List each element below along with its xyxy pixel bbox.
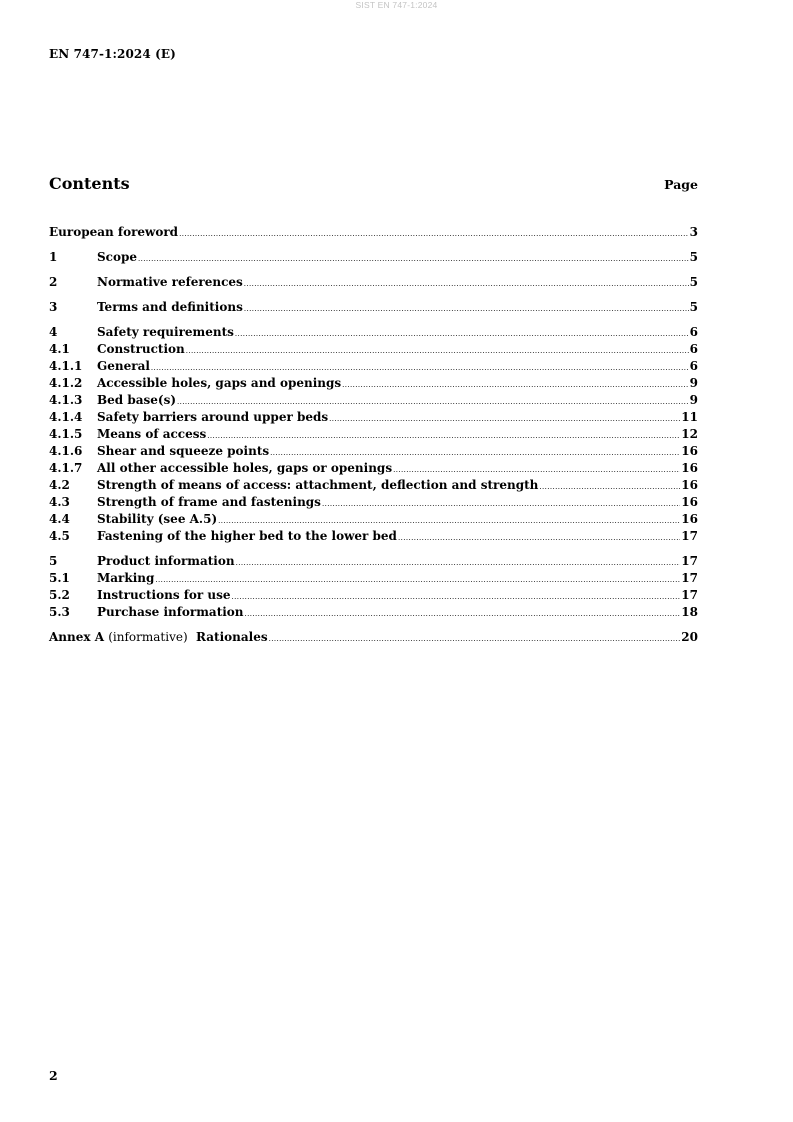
toc-number: 4.5 xyxy=(49,529,70,543)
toc-page: 17 xyxy=(681,554,698,568)
dot-leader xyxy=(236,555,681,572)
toc-number: 4.1.5 xyxy=(49,427,83,441)
toc-page: 18 xyxy=(681,605,698,619)
toc-number: 4.1.2 xyxy=(49,376,83,390)
dot-leader xyxy=(155,572,680,589)
page-number: 2 xyxy=(49,1068,58,1083)
toc-title: Strength of means of access: attachment, deflection and strength xyxy=(97,478,539,492)
toc-title: Normative references xyxy=(97,275,243,289)
toc-entry-normative-references[interactable] xyxy=(49,274,698,291)
toc-page: 17 xyxy=(681,529,698,543)
page-column-label: Page xyxy=(664,177,698,192)
toc-entry-general[interactable] xyxy=(49,358,698,375)
toc-page: 6 xyxy=(689,342,698,356)
toc-title: Scope xyxy=(97,250,138,264)
toc-title xyxy=(49,629,268,646)
toc-entry-fastening-higher-bed[interactable] xyxy=(49,528,698,545)
watermark: SIST EN 747-1:2024 xyxy=(355,0,438,10)
toc-number: 5.3 xyxy=(49,605,70,619)
toc-page: 3 xyxy=(689,225,698,239)
toc-number: 3 xyxy=(49,300,58,314)
toc-page: 16 xyxy=(681,461,698,475)
dot-leader xyxy=(235,326,689,343)
toc-number: 4 xyxy=(49,325,58,339)
toc-entry-other-accessible-holes[interactable] xyxy=(49,460,698,477)
toc-page: 6 xyxy=(689,359,698,373)
toc-page: 20 xyxy=(681,630,698,644)
toc-page: 16 xyxy=(681,495,698,509)
toc-entry-means-of-access[interactable] xyxy=(49,426,698,443)
toc-number: 4.4 xyxy=(49,512,70,526)
toc-page: 17 xyxy=(681,571,698,585)
toc-page: 16 xyxy=(681,444,698,458)
toc-title: Marking xyxy=(97,571,155,585)
toc-title: European foreword xyxy=(49,225,179,239)
toc-title: Instructions for use xyxy=(97,588,231,602)
toc-number: 5 xyxy=(49,554,58,568)
toc-number: 4.1.6 xyxy=(49,444,83,458)
toc-entry-bed-bases[interactable] xyxy=(49,392,698,409)
toc-title: Safety barriers around upper beds xyxy=(97,410,329,424)
toc-number: 1 xyxy=(49,250,58,264)
dot-leader xyxy=(269,631,681,648)
dot-leader xyxy=(398,530,680,547)
dot-leader xyxy=(232,589,681,606)
dot-leader xyxy=(138,251,689,268)
toc-page: 17 xyxy=(681,588,698,602)
toc-number: 5.1 xyxy=(49,571,70,585)
toc-number: 4.1.1 xyxy=(49,359,83,373)
toc-page: 16 xyxy=(681,478,698,492)
toc-entry-annex-a[interactable] xyxy=(49,629,698,646)
contents-heading: Contents xyxy=(49,174,130,193)
dot-leader xyxy=(245,606,681,623)
toc-entry-instructions-for-use[interactable] xyxy=(49,587,698,604)
toc-title: Safety requirements xyxy=(97,325,234,339)
annex-note: (informative) xyxy=(108,630,188,644)
toc-number: 4.1 xyxy=(49,342,70,356)
toc-number: 2 xyxy=(49,275,58,289)
toc-title: Means of access xyxy=(97,427,207,441)
annex-label: Annex A xyxy=(49,630,105,644)
toc-number: 4.1.3 xyxy=(49,393,83,407)
dot-leader xyxy=(329,411,680,428)
toc-page: 6 xyxy=(689,325,698,339)
toc-entry-safety-barriers[interactable] xyxy=(49,409,698,426)
toc-title: All other accessible holes, gaps or openings xyxy=(97,461,393,475)
dot-leader xyxy=(322,496,680,513)
toc-number: 5.2 xyxy=(49,588,70,602)
toc-title: General xyxy=(97,359,150,373)
document-id: EN 747-1:2024 (E) xyxy=(49,47,176,61)
dot-leader xyxy=(244,276,689,293)
dot-leader xyxy=(186,343,689,360)
toc-entry-scope[interactable] xyxy=(49,249,698,266)
table-of-contents xyxy=(49,224,698,646)
toc-entry-stability[interactable] xyxy=(49,511,698,528)
toc-number: 4.1.4 xyxy=(49,410,83,424)
toc-entry-strength-frame[interactable] xyxy=(49,494,698,511)
toc-entry-strength-means-of-access[interactable] xyxy=(49,477,698,494)
toc-title: Fastening of the higher bed to the lower bed xyxy=(97,529,397,543)
toc-page: 9 xyxy=(689,393,698,407)
toc-title: Product information xyxy=(97,554,235,568)
toc-title: Shear and squeeze points xyxy=(97,444,270,458)
toc-number: 4.1.7 xyxy=(49,461,83,475)
toc-page: 16 xyxy=(681,512,698,526)
toc-entry-european-foreword[interactable] xyxy=(49,224,698,241)
toc-title: Stability (see A.5) xyxy=(97,512,218,526)
toc-entry-terms-and-definitions[interactable] xyxy=(49,299,698,316)
toc-title: Terms and definitions xyxy=(97,300,243,314)
dot-leader xyxy=(207,428,680,445)
toc-entry-marking[interactable] xyxy=(49,570,698,587)
toc-number: 4.2 xyxy=(49,478,70,492)
toc-entry-product-information[interactable] xyxy=(49,553,698,570)
toc-page: 5 xyxy=(689,250,698,264)
toc-page: 11 xyxy=(681,410,698,424)
toc-entry-construction[interactable] xyxy=(49,341,698,358)
toc-title: Construction xyxy=(97,342,185,356)
dot-leader xyxy=(244,301,689,318)
toc-page: 12 xyxy=(681,427,698,441)
toc-entry-purchase-information[interactable] xyxy=(49,604,698,621)
toc-entry-safety-requirements[interactable] xyxy=(49,324,698,341)
toc-title: Bed base(s) xyxy=(97,393,177,407)
dot-leader xyxy=(179,226,689,243)
toc-page: 5 xyxy=(689,300,698,314)
toc-page: 5 xyxy=(689,275,698,289)
dot-leader xyxy=(342,377,688,394)
toc-number: 4.3 xyxy=(49,495,70,509)
toc-entry-shear-squeeze-points[interactable] xyxy=(49,443,698,460)
toc-title: Accessible holes, gaps and openings xyxy=(97,376,342,390)
annex-title: Rationales xyxy=(196,630,268,644)
toc-title: Strength of frame and fastenings xyxy=(97,495,321,509)
toc-title: Purchase information xyxy=(97,605,244,619)
dot-leader xyxy=(539,479,680,496)
toc-entry-accessible-holes[interactable] xyxy=(49,375,698,392)
toc-page: 9 xyxy=(689,376,698,390)
